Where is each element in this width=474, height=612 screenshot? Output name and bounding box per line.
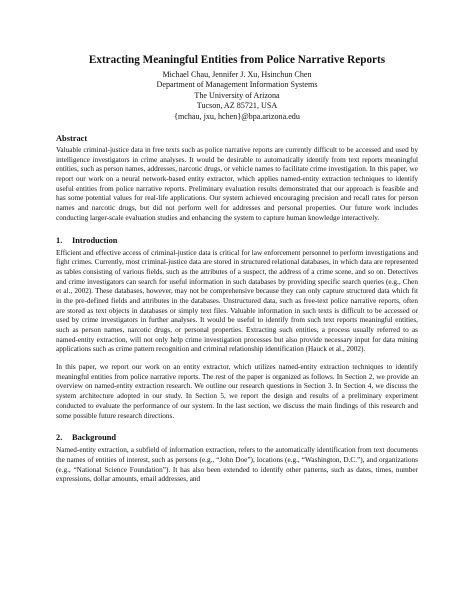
section-2-paragraph-1: Named-entity extraction, a subfield of information extraction, refers to the automatically identification from text documents the names of entities of interest, such as persons (e.g., “John Doe”), locations (e.g., “Washington, D.C.”), and organizations (e.g., “National Science Foundation”). It has also been extended to identify other patterns, such as dates, times, number expressions, dollar amounts, email addresses, and (56, 446, 418, 484)
abstract-heading: Abstract (56, 134, 88, 144)
section-2-number: 2. (56, 433, 63, 443)
section-2-heading (56, 432, 418, 443)
section-2-title: Background (72, 433, 117, 443)
section-1-paragraph-2: In this paper, we report our work on an entity extractor, which utilizes named-entity extraction techniques to identify meaningful entities from police narrative reports. The rest of the paper is organized as follows. In Section 2, we provide an overview on named-entity extraction research. We outline our research questions in Section 3. In Section 4, we discuss the system architecture adopted in our study. In Section 5, we report the design and results of a preliminary experiment conducted to evaluate the performance of our system. In the last section, we discuss the main findings of this research and some possible future research directions. (56, 363, 418, 420)
abstract-text: Valuable criminal-justice data in free texts such as police narrative reports are currently difficult to be accessed and used by intelligence investigators in crime analyses. It would be desirable to automatically identify from text reports meaningful entities, such as person names, addresses, narcotic drugs, or vehicle names to facilitate crime investigation. In this paper, we report our work on a neural network-based entity extractor, which applies named-entity extraction techniques to identify useful entities from police narrative reports. Preliminary evaluation results demonstrated that our approach is feasible and has some potential values for real-life applications. Our system achieved encouraging precision and recall rates for person names and narcotic drugs, but did not perform well for addresses and personal properties. Our future work includes conducting larger-scale evaluation studies and enhancing the system to capture human knowledge interactively. (56, 146, 418, 222)
author-emails: {mchau, jxu, hchen}@bpa.arizona.edu (174, 111, 300, 121)
section-1-heading (56, 235, 418, 246)
section-1-number: 1. (56, 235, 63, 245)
author-names: Michael Chau, Jennifer J. Xu, Hsinchun Chen (162, 70, 312, 79)
paper-title: Extracting Meaningful Entities from Police Narrative Reports (88, 54, 386, 66)
paper-page (56, 54, 418, 485)
author-block (56, 70, 418, 122)
author-department: Department of Management Information Systems (156, 80, 318, 90)
section-1-paragraph-1: Efficient and effective access of criminal-justice data is critical for law enforcement personnel to perform investigations and fight crimes. Currently, most criminal-justice data are stored in structured relational databases, in which data are represented as tables consisting of various fields, such as the attributes of a suspect, the address of a crime scene, and so on. Detectives and crime investigators can search for useful information in such databases by providing specific search queries (e.g., Chen et al., 2002). These databases, however, may not be comprehensive because they can only capture structured data which fit in the pre-defined fields and attributes in the databases. Unstructured data, such as free-text police narrative reports, often are stored as text objects in databases or simply text files. Valuable information in such texts is difficult to be accessed or used by crime investigators in further analyses. It would be useful to identify from such text reports meaningful entities, such as person names, narcotic drugs, or personal properties. Extracting such entities, a process usually referred to as named-entity extraction, will not only help crime investigation processes but also provide necessary input for data mining applications such as crime pattern recognition and criminal relationship identification (Hauck et al., 2002). (56, 248, 418, 354)
author-university: The University of Arizona (194, 90, 280, 100)
author-address: Tucson, AZ 85721, USA (196, 101, 278, 111)
section-1-title: Introduction (72, 235, 118, 245)
